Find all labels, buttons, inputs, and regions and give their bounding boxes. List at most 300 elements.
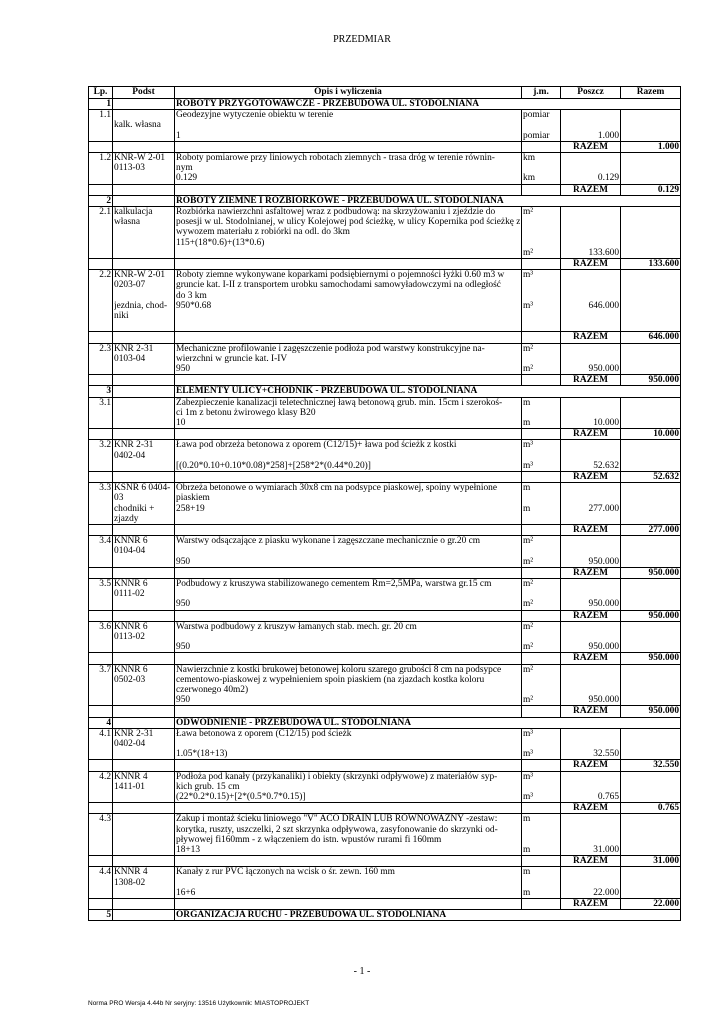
section-row bbox=[89, 386, 681, 397]
razem-row bbox=[89, 856, 681, 867]
item-jm-line: m³ bbox=[523, 270, 534, 281]
item-poszcz-line bbox=[562, 632, 619, 642]
section-empty-cell bbox=[113, 195, 175, 206]
item-jm-cell bbox=[522, 207, 561, 259]
item-podst-line bbox=[114, 814, 173, 824]
razem-empty-cell bbox=[175, 706, 522, 717]
item-poszcz-line bbox=[562, 814, 619, 824]
item-podst-cell bbox=[113, 728, 175, 760]
item-opis-line: do 3 km bbox=[176, 290, 207, 301]
item-podst-line: 0402-04 bbox=[114, 450, 146, 461]
item-poszcz-line bbox=[562, 270, 619, 280]
item-lp: 3.2 bbox=[89, 440, 113, 472]
item-podst-line: 1411-01 bbox=[114, 781, 145, 792]
razem-value: 0.765 bbox=[621, 803, 681, 814]
header-jm: j.m. bbox=[522, 87, 561, 99]
item-podst-line: kalkulacja bbox=[114, 207, 153, 218]
item-podst-line bbox=[114, 418, 173, 428]
razem-empty-cell bbox=[522, 856, 561, 867]
item-poszcz-cell bbox=[561, 110, 621, 142]
item-jm-line bbox=[523, 217, 559, 227]
item-podst-line bbox=[114, 248, 173, 258]
przedmiar-table bbox=[88, 86, 681, 921]
item-jm-line: m³ bbox=[523, 749, 534, 760]
razem-empty-cell bbox=[522, 760, 561, 771]
item-poszcz-cell bbox=[561, 536, 621, 568]
razem-empty-cell bbox=[175, 259, 522, 270]
item-podst-line: 0113-03 bbox=[114, 163, 145, 174]
item-opis-line: Roboty pomiarowe przy liniowych robotach ziemnych - trasa dróg w terenie równin- bbox=[176, 153, 495, 163]
item-opis-line: 10 bbox=[176, 418, 186, 429]
item-razem-cell bbox=[621, 343, 681, 375]
table-row bbox=[89, 867, 681, 899]
razem-empty-cell bbox=[522, 472, 561, 483]
item-jm-line: m² bbox=[523, 664, 534, 675]
razem-empty-cell bbox=[522, 706, 561, 717]
item-poszcz-line bbox=[562, 589, 619, 599]
item-opis-line bbox=[176, 514, 520, 524]
razem-label: RAZEM bbox=[561, 184, 621, 195]
table-row bbox=[89, 207, 681, 259]
item-opis-cell bbox=[175, 664, 522, 706]
razem-label: RAZEM bbox=[561, 375, 621, 386]
item-podst-line bbox=[114, 227, 173, 237]
item-poszcz-line bbox=[562, 546, 619, 556]
item-poszcz-line bbox=[562, 238, 619, 248]
razem-empty-cell bbox=[522, 899, 561, 910]
item-opis-line: Zabezpieczenie kanalizacji teletechnicznej ławą betonową grub. min. 15cm i szerokoś- bbox=[176, 397, 503, 408]
razem-empty-cell bbox=[89, 899, 113, 910]
item-podst-line bbox=[114, 835, 173, 845]
razem-empty-cell bbox=[89, 184, 113, 195]
item-poszcz-line bbox=[562, 280, 619, 290]
item-poszcz-line: 22.000 bbox=[593, 887, 619, 898]
item-jm-line: m³ bbox=[523, 440, 534, 451]
item-poszcz-line bbox=[562, 344, 619, 354]
section-row bbox=[89, 910, 681, 921]
item-opis-cell bbox=[175, 110, 522, 142]
item-podst-line: jezdnia, chod- bbox=[114, 300, 168, 311]
item-opis-line: 950 bbox=[176, 642, 191, 653]
item-poszcz-cell bbox=[561, 579, 621, 611]
item-opis-line: nym bbox=[176, 163, 193, 174]
item-podst-line: 1308-02 bbox=[114, 877, 146, 888]
item-opis-line: 0.129 bbox=[176, 173, 198, 184]
item-opis-line bbox=[176, 589, 520, 599]
item-podst-line bbox=[114, 110, 173, 120]
item-jm-line: m bbox=[523, 418, 531, 429]
item-poszcz-line bbox=[562, 514, 619, 524]
item-poszcz-line bbox=[562, 685, 619, 695]
item-poszcz-line bbox=[562, 120, 619, 130]
item-podst-line: 0103-04 bbox=[114, 353, 146, 364]
razem-empty-cell bbox=[175, 567, 522, 578]
header-lp: Lp. bbox=[89, 87, 113, 99]
razem-value: 133.600 bbox=[621, 259, 681, 270]
item-opis-line: Mechaniczne profilowanie i zagęszczenie podłoża pod warstwy konstrukcyjne na- bbox=[176, 343, 485, 354]
item-opis-line: Warstwy odsączające z piasku wykonane i zagęszczane mechanicznie o gr.20 cm bbox=[176, 536, 481, 547]
item-jm-line bbox=[523, 227, 559, 237]
item-poszcz-line bbox=[562, 451, 619, 461]
item-podst-line: 0104-04 bbox=[114, 546, 146, 557]
item-podst-line: KNNR 6 bbox=[114, 621, 148, 632]
item-opis-line: Rozbiórka nawierzchni asfaltowej wraz z podbudową: na skrzyżowaniu i zjeździe do bbox=[176, 207, 496, 218]
razem-row bbox=[89, 259, 681, 270]
razem-row bbox=[89, 899, 681, 910]
razem-row bbox=[89, 567, 681, 578]
item-opis-cell bbox=[175, 207, 522, 259]
razem-empty-cell bbox=[522, 653, 561, 664]
item-opis-cell bbox=[175, 728, 522, 760]
section-row bbox=[89, 99, 681, 110]
item-jm-line bbox=[523, 163, 559, 173]
table-row bbox=[89, 397, 681, 429]
razem-value: 0.129 bbox=[621, 184, 681, 195]
section-empty-cell bbox=[113, 99, 175, 110]
item-lp: 3.3 bbox=[89, 483, 113, 525]
razem-empty-cell bbox=[89, 706, 113, 717]
razem-row bbox=[89, 472, 681, 483]
item-podst-cell bbox=[113, 867, 175, 899]
item-jm-cell bbox=[522, 771, 561, 803]
item-poszcz-line: 0.765 bbox=[597, 792, 619, 803]
item-jm-line: m bbox=[523, 845, 531, 856]
razem-value: 950.000 bbox=[621, 567, 681, 578]
item-jm-line bbox=[523, 408, 559, 418]
item-poszcz-line bbox=[562, 153, 619, 163]
razem-empty-cell bbox=[175, 610, 522, 621]
razem-empty-cell bbox=[175, 803, 522, 814]
razem-empty-cell bbox=[89, 525, 113, 536]
item-opis-line: Podłoża pod kanały (przykanaliki) i obiekty (skrzynki odpływowe) z materiałów syp- bbox=[176, 771, 498, 782]
item-opis-line: Kanały z rur PVC łączonych na wcisk o śr. zewn. 160 mm bbox=[176, 867, 395, 878]
razem-label: RAZEM bbox=[561, 760, 621, 771]
item-jm-line: m bbox=[523, 397, 531, 408]
razem-empty-cell bbox=[175, 472, 522, 483]
item-jm-cell bbox=[522, 867, 561, 899]
item-poszcz-line bbox=[562, 217, 619, 227]
item-opis-line bbox=[176, 321, 520, 331]
razem-empty-cell bbox=[113, 760, 175, 771]
section-title: ROBOTY PRZYGOTOWAWCZE - PRZEBUDOWA UL. STODOLNIANA bbox=[175, 99, 681, 110]
razem-empty-cell bbox=[113, 803, 175, 814]
section-row bbox=[89, 195, 681, 206]
item-opis-line: Nawierzchnie z kostki brukowej betonowej koloru szarego grubości 8 cm na podsypce bbox=[176, 664, 502, 675]
item-razem-cell bbox=[621, 153, 681, 185]
razem-empty-cell bbox=[522, 803, 561, 814]
item-poszcz-cell bbox=[561, 771, 621, 803]
razem-empty-cell bbox=[113, 259, 175, 270]
item-podst-line: chodniki + bbox=[114, 503, 155, 514]
item-jm-line: m² bbox=[523, 343, 534, 354]
razem-empty-cell bbox=[113, 472, 175, 483]
table-row bbox=[89, 343, 681, 375]
item-lp: 2.1 bbox=[89, 207, 113, 259]
item-podst-line: KSNR 6 0404- bbox=[114, 483, 171, 494]
section-empty-cell bbox=[113, 910, 175, 921]
item-opis-line bbox=[176, 248, 520, 258]
item-opis-cell bbox=[175, 440, 522, 472]
item-podst-line bbox=[114, 291, 173, 301]
item-podst-line bbox=[114, 642, 173, 652]
item-poszcz-cell bbox=[561, 664, 621, 706]
item-podst-line: 03 bbox=[114, 493, 124, 504]
footer-text: Norma PRO Wersja 4.44b Nr seryjny: 13516 Użytkownik: MIASTOPROJEKT bbox=[88, 1000, 310, 1007]
item-jm-cell bbox=[522, 270, 561, 332]
item-opis-line: 950 bbox=[176, 695, 191, 706]
razem-label: RAZEM bbox=[561, 803, 621, 814]
item-jm-line: m³ bbox=[523, 460, 534, 471]
item-jm-line: m² bbox=[523, 695, 534, 706]
item-razem-cell bbox=[621, 664, 681, 706]
item-opis-line: 258+19 bbox=[176, 503, 205, 514]
item-poszcz-line bbox=[562, 163, 619, 173]
item-poszcz-line: 32.550 bbox=[593, 749, 619, 760]
razem-empty-cell bbox=[113, 706, 175, 717]
razem-value: 646.000 bbox=[621, 332, 681, 343]
item-jm-line: km bbox=[523, 173, 535, 184]
item-poszcz-cell bbox=[561, 440, 621, 472]
razem-empty-cell bbox=[113, 332, 175, 343]
item-jm-line: m bbox=[523, 503, 531, 514]
item-podst-line: KNNR 4 bbox=[114, 867, 148, 878]
item-opis-cell bbox=[175, 621, 522, 653]
item-jm-line bbox=[523, 354, 559, 364]
item-jm-line: m² bbox=[523, 579, 534, 590]
item-lp: 4.2 bbox=[89, 771, 113, 803]
item-podst-line: KNNR 6 bbox=[114, 536, 148, 547]
razem-empty-cell bbox=[175, 653, 522, 664]
item-lp: 3.6 bbox=[89, 621, 113, 653]
item-podst-line bbox=[114, 792, 173, 802]
item-poszcz-line bbox=[562, 536, 619, 546]
razem-label: RAZEM bbox=[561, 706, 621, 717]
razem-empty-cell bbox=[522, 141, 561, 152]
razem-row bbox=[89, 375, 681, 386]
item-jm-line: m bbox=[523, 867, 531, 878]
item-lp: 1.2 bbox=[89, 153, 113, 185]
item-opis-line: korytka, ruszty, uszczelki, 2 szt skrzynka odpływowa, zasyfonowanie do skrzynki od- bbox=[176, 824, 498, 835]
item-poszcz-cell bbox=[561, 621, 621, 653]
item-jm-cell bbox=[522, 579, 561, 611]
item-jm-line bbox=[523, 685, 559, 695]
header-opis: Opis i wyliczenia bbox=[175, 87, 522, 99]
item-opis-line bbox=[176, 451, 520, 461]
table-row bbox=[89, 814, 681, 856]
item-poszcz-line bbox=[562, 227, 619, 237]
item-lp: 3.4 bbox=[89, 536, 113, 568]
item-jm-line bbox=[523, 825, 559, 835]
document-title: PRZEDMIAR bbox=[333, 34, 391, 45]
item-poszcz-line: 10.000 bbox=[593, 418, 619, 428]
item-poszcz-line bbox=[562, 675, 619, 685]
item-poszcz-line bbox=[562, 291, 619, 301]
item-jm-line: pomiar bbox=[523, 110, 550, 121]
item-poszcz-line bbox=[562, 579, 619, 589]
item-podst-line: 0113-02 bbox=[114, 632, 145, 643]
razem-row bbox=[89, 332, 681, 343]
item-podst-line bbox=[114, 408, 173, 418]
razem-empty-cell bbox=[113, 375, 175, 386]
razem-empty-cell bbox=[175, 760, 522, 771]
razem-row bbox=[89, 653, 681, 664]
razem-value: 1.000 bbox=[621, 141, 681, 152]
item-podst-line: KNR-W 2-01 bbox=[114, 153, 166, 163]
razem-empty-cell bbox=[522, 332, 561, 343]
razem-label: RAZEM bbox=[561, 259, 621, 270]
item-jm-cell bbox=[522, 397, 561, 429]
item-jm-line: m³ bbox=[523, 300, 534, 311]
item-poszcz-line: 1.000 bbox=[597, 130, 619, 141]
item-razem-cell bbox=[621, 579, 681, 611]
item-opis-line: Zakup i montaż ścieku liniowego "V" ACO DRAIN LUB RÓWNOWAŻNY -zestaw: bbox=[176, 814, 498, 825]
item-podst-cell bbox=[113, 153, 175, 185]
item-podst-line: 0502-03 bbox=[114, 674, 146, 685]
item-poszcz-cell bbox=[561, 397, 621, 429]
razem-empty-cell bbox=[89, 567, 113, 578]
item-jm-line bbox=[523, 514, 559, 524]
item-opis-line: (22*0.2*0.15)+[2*(0.5*0.7*0.15)] bbox=[176, 792, 306, 803]
item-jm-line bbox=[523, 311, 559, 321]
item-poszcz-line: 277.000 bbox=[588, 503, 619, 514]
item-podst-line: własna bbox=[114, 217, 141, 228]
item-lp: 3.5 bbox=[89, 579, 113, 611]
razem-empty-cell bbox=[89, 472, 113, 483]
razem-label: RAZEM bbox=[561, 653, 621, 664]
razem-label: RAZEM bbox=[561, 429, 621, 440]
section-empty-cell bbox=[113, 717, 175, 728]
item-opis-line: 950 bbox=[176, 556, 191, 567]
razem-row bbox=[89, 706, 681, 717]
item-poszcz-line bbox=[562, 772, 619, 782]
item-poszcz-line: 950.000 bbox=[588, 556, 619, 567]
item-podst-line: KNR 2-31 bbox=[114, 343, 154, 354]
item-podst-line: KNNR 6 bbox=[114, 579, 148, 590]
item-opis-line: posesji w ul. Stodolnianej, w ulicy Kolejowej pod ścieżkę, w ulicy Kopernika pod ścieżkę z bbox=[176, 217, 520, 228]
razem-value: 950.000 bbox=[621, 375, 681, 386]
item-podst-line bbox=[114, 749, 173, 759]
item-poszcz-line bbox=[562, 835, 619, 845]
item-poszcz-line bbox=[562, 739, 619, 749]
item-razem-cell bbox=[621, 536, 681, 568]
razem-empty-cell bbox=[89, 610, 113, 621]
item-opis-line: Roboty ziemne wykonywane koparkami podsiębiernymi o pojemności łyżki 0.60 m3 w bbox=[176, 270, 505, 281]
razem-row bbox=[89, 525, 681, 536]
item-lp: 4.3 bbox=[89, 814, 113, 856]
item-lp: 1.1 bbox=[89, 110, 113, 142]
razem-label: RAZEM bbox=[561, 899, 621, 910]
item-razem-cell bbox=[621, 440, 681, 472]
item-opis-cell bbox=[175, 397, 522, 429]
item-razem-cell bbox=[621, 207, 681, 259]
razem-label: RAZEM bbox=[561, 610, 621, 621]
section-number: 2 bbox=[89, 195, 113, 206]
item-podst-line bbox=[114, 557, 173, 567]
item-poszcz-line: 52.632 bbox=[593, 460, 619, 471]
table-body bbox=[89, 99, 681, 921]
item-opis-line: gruncie kat. I-II z transportem urobku samochodami samowyładowczymi na odległość bbox=[176, 280, 501, 291]
item-podst-cell bbox=[113, 343, 175, 375]
item-opis-line: wywozem materiału z robiórki na odl. do 3km bbox=[176, 227, 350, 238]
item-opis-cell bbox=[175, 343, 522, 375]
item-podst-line bbox=[114, 461, 173, 471]
section-title: ORGANIZACJA RUCHU - PRZEBUDOWA UL. STODOLNIANA bbox=[175, 910, 681, 921]
razem-empty-cell bbox=[89, 332, 113, 343]
item-poszcz-cell bbox=[561, 153, 621, 185]
item-opis-line: ci 1m z betonu żwirowego klasy B20 bbox=[176, 407, 316, 418]
item-podst-line bbox=[114, 364, 173, 374]
razem-label: RAZEM bbox=[561, 525, 621, 536]
item-opis-line: [(0.20*0.10+0.10*0.08)*258]+[258*2*(0.44*0.20)] bbox=[176, 460, 371, 471]
razem-value: 32.550 bbox=[621, 760, 681, 771]
razem-empty-cell bbox=[175, 141, 522, 152]
item-podst-line bbox=[114, 599, 173, 609]
item-lp: 2.3 bbox=[89, 343, 113, 375]
item-jm-line bbox=[523, 493, 559, 503]
item-razem-cell bbox=[621, 867, 681, 899]
item-opis-line bbox=[176, 632, 520, 642]
item-jm-line: m bbox=[523, 887, 531, 898]
item-jm-cell bbox=[522, 110, 561, 142]
item-poszcz-line bbox=[562, 311, 619, 321]
item-podst-line bbox=[114, 845, 173, 855]
item-poszcz-cell bbox=[561, 270, 621, 332]
item-opis-cell bbox=[175, 270, 522, 332]
item-poszcz-line bbox=[562, 825, 619, 835]
item-podst-line bbox=[114, 888, 173, 898]
item-opis-line: 18+13 bbox=[176, 845, 201, 856]
table-row bbox=[89, 664, 681, 706]
item-jm-line bbox=[523, 835, 559, 845]
section-number: 1 bbox=[89, 99, 113, 110]
item-podst-cell bbox=[113, 536, 175, 568]
item-jm-line: m² bbox=[523, 207, 534, 218]
razem-row bbox=[89, 141, 681, 152]
razem-value: 277.000 bbox=[621, 525, 681, 536]
item-jm-cell bbox=[522, 153, 561, 185]
item-jm-cell bbox=[522, 728, 561, 760]
item-poszcz-line: 646.000 bbox=[588, 300, 619, 311]
item-opis-line: wierzchni w gruncie kat. I-IV bbox=[176, 353, 288, 364]
item-podst-line: 0402-04 bbox=[114, 739, 146, 750]
item-jm-line bbox=[523, 291, 559, 301]
item-razem-cell bbox=[621, 621, 681, 653]
item-podst-line: KNNR 4 bbox=[114, 771, 148, 782]
item-jm-line bbox=[523, 120, 559, 130]
razem-value: 52.632 bbox=[621, 472, 681, 483]
header-poszcz: Poszcz bbox=[561, 87, 621, 99]
item-podst-cell bbox=[113, 814, 175, 856]
table-row bbox=[89, 110, 681, 142]
item-razem-cell bbox=[621, 483, 681, 525]
item-jm-line: pomiar bbox=[523, 130, 550, 141]
razem-row bbox=[89, 610, 681, 621]
item-poszcz-line bbox=[562, 782, 619, 792]
item-opis-line: cementowo-piaskowej z wypełnieniem spoin piaskiem (na zjazdach kostka koloru bbox=[176, 674, 485, 685]
section-title: ODWODNIENIE - PRZEBUDOWA UL. STODOLNIANA bbox=[175, 717, 681, 728]
item-jm-line bbox=[523, 675, 559, 685]
razem-empty-cell bbox=[175, 184, 522, 195]
razem-empty-cell bbox=[522, 610, 561, 621]
item-poszcz-cell bbox=[561, 483, 621, 525]
item-jm-line bbox=[523, 238, 559, 248]
item-poszcz-line: 133.600 bbox=[588, 247, 619, 258]
item-podst-line bbox=[114, 238, 173, 248]
item-opis-line: Warstwa podbudowy z kruszyw łamanych stab. mech. gr. 20 cm bbox=[176, 621, 417, 632]
razem-label: RAZEM bbox=[561, 472, 621, 483]
razem-empty-cell bbox=[89, 429, 113, 440]
table-row bbox=[89, 771, 681, 803]
